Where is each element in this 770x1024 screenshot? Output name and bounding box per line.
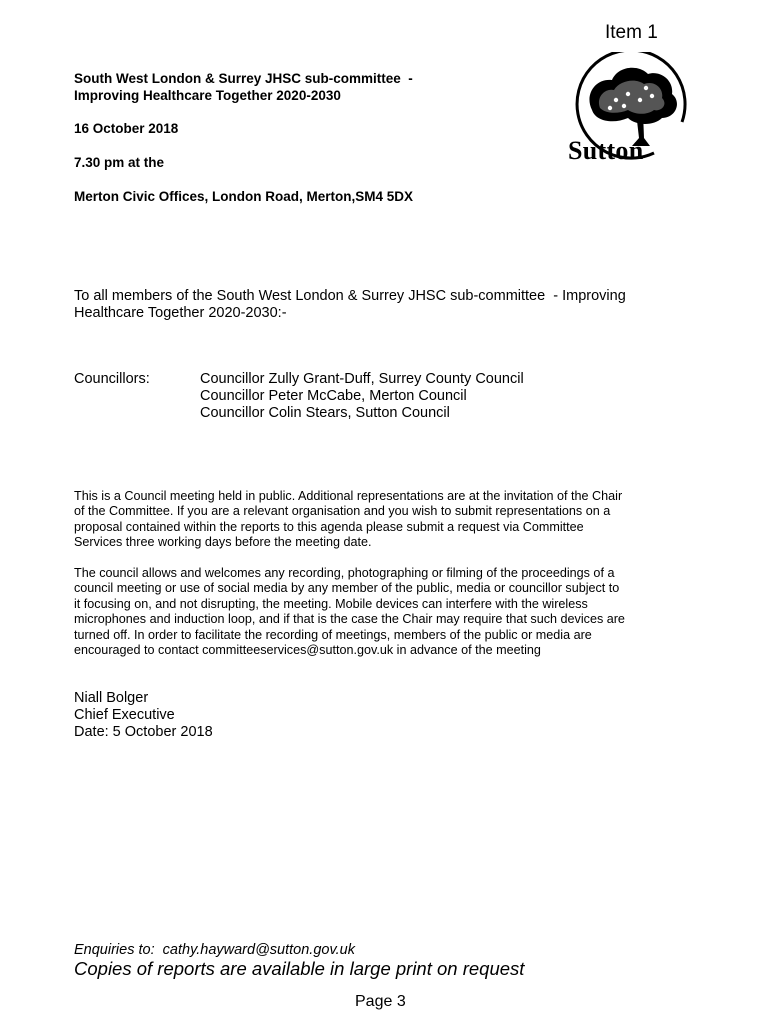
councillor-member: Councillor Colin Stears, Sutton Council [200,405,450,421]
meeting-date: 16 October 2018 [74,121,179,136]
recording-line: council meeting or use of social media by any member of the public, media or councillor subject to [74,581,620,596]
signature-block [74,690,213,741]
sutton-logo-text: Sutton [568,136,644,165]
meeting-title [74,70,413,104]
recording-line: The council allows and welcomes any recording, photographing or filming of the proceedings of a [74,566,615,580]
recording-paragraph [74,566,699,658]
address-to [74,288,626,322]
meeting-title-line1: South West London & Surrey JHSC sub-committee - [74,71,413,86]
recording-line: it focusing on, and not disrupting, the meeting. Mobile devices can interfere with the wireless [74,596,588,611]
signature-name: Niall Bolger [74,690,149,706]
meeting-title-line2: Improving Healthcare Together 2020-2030 [74,88,341,103]
enquiries-contact: Enquiries to: cathy.hayward@sutton.gov.uk [74,942,355,958]
signature-role: Chief Executive [74,707,175,723]
notice-line: proposal contained within the reports to this agenda please submit a request via Committee [74,519,584,534]
address-to-line1: To all members of the South West London & Surrey JHSC sub-committee - Improving [74,288,626,304]
notice-paragraph [74,489,699,551]
recording-line: microphones and induction loop, and if that is the case the Chair may require that such devices are [74,612,625,627]
notice-line: This is a Council meeting held in public. Additional representations are at the invitation of the Chair [74,489,623,503]
recording-line: encouraged to contact committeeservices@sutton.gov.uk in advance of the meeting [74,643,541,658]
recording-line: turned off. In order to facilitate the recording of meetings, members of the public or media are [74,627,592,642]
councillor-member: Councillor Zully Grant-Duff, Surrey County Council [200,371,524,387]
notice-line: Services three working days before the meeting date. [74,535,372,550]
notice-line: of the Committee. If you are a relevant organisation and you wish to submit representations on a [74,504,611,519]
meeting-venue: Merton Civic Offices, London Road, Merton,SM4 5DX [74,189,414,204]
councillors-label: Councillors: [74,371,150,387]
page-number: Page 3 [355,993,406,1010]
signature-date: Date: 5 October 2018 [74,724,213,740]
address-to-line2: Healthcare Together 2020-2030:- [74,305,287,321]
councillor-member: Councillor Peter McCabe, Merton Council [200,388,467,404]
large-print-notice: Copies of reports are available in large print on request [74,958,525,979]
meeting-time: 7.30 pm at the [74,155,165,170]
item-label: Item 1 [605,22,658,43]
councillors-list [200,371,524,422]
